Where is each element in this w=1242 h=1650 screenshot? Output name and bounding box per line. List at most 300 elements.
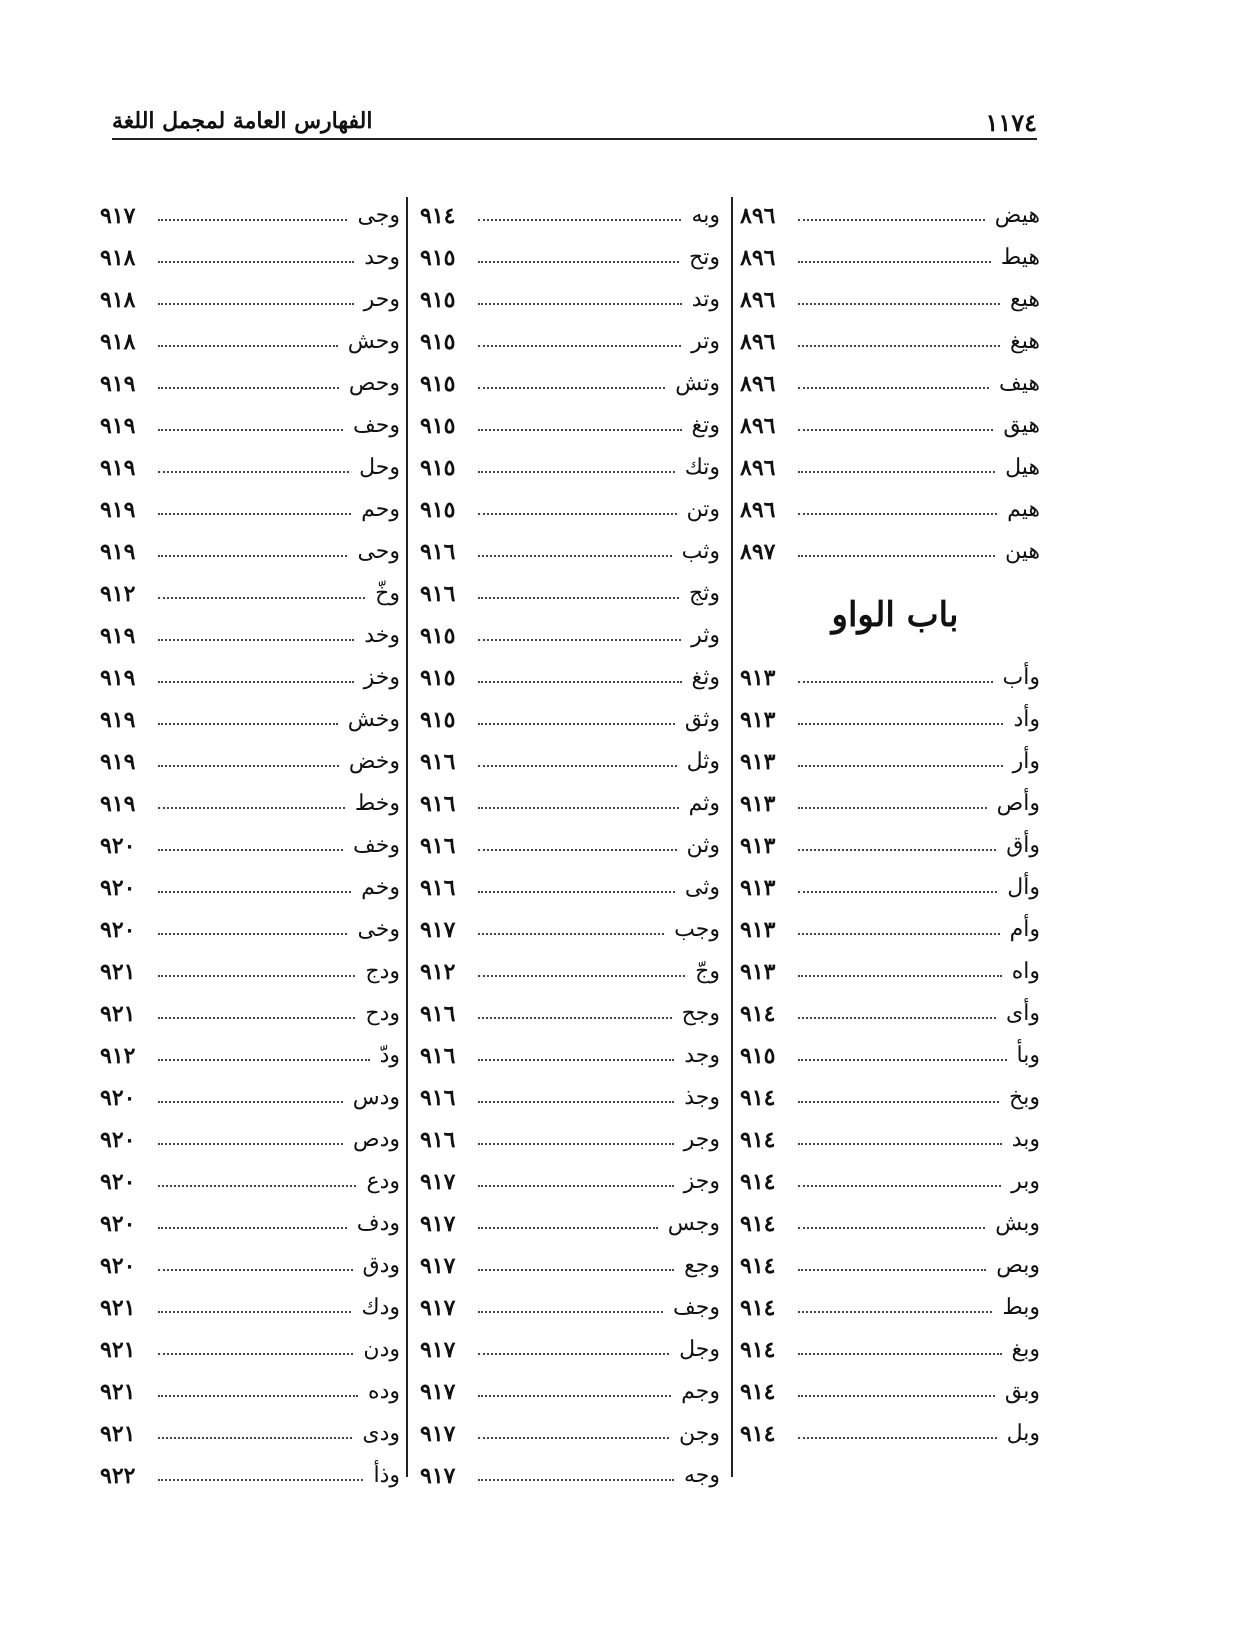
entry-page-number: ٩١٥ (420, 623, 456, 649)
entry-page-number: ٩٢١ (100, 959, 136, 985)
index-entry (420, 993, 720, 1035)
index-entry (420, 237, 720, 279)
dot-leader (798, 1227, 985, 1229)
entry-word: وأد (1013, 707, 1040, 732)
entry-page-number: ٩١٧ (420, 1337, 456, 1363)
dot-leader (478, 639, 681, 641)
entry-page-number: ٩١٥ (740, 1043, 776, 1069)
entry-page-number: ٩١٦ (420, 581, 456, 607)
entry-word: وجف (673, 1295, 720, 1320)
entry-page-number: ٩١٦ (420, 791, 456, 817)
index-entry (420, 1161, 720, 1203)
entry-word: وتك (684, 455, 720, 480)
entry-page-number: ٩٢١ (100, 1379, 136, 1405)
index-entry (740, 783, 1040, 825)
entry-page-number: ٩١٢ (100, 1043, 136, 1069)
index-entry (100, 573, 400, 615)
entry-word: وجر (683, 1127, 720, 1152)
dot-leader (158, 387, 339, 389)
entry-page-number: ٩١٤ (740, 1379, 776, 1405)
entry-page-number: ٩١٧ (420, 1379, 456, 1405)
entry-word: وتن (686, 497, 720, 522)
dot-leader (158, 345, 338, 347)
dot-leader (478, 1353, 669, 1355)
dot-leader (478, 471, 675, 473)
entry-word: وثم (688, 791, 720, 816)
entry-page-number: ٩١٧ (420, 1421, 456, 1447)
dot-leader (798, 765, 1003, 767)
dot-leader (798, 429, 993, 431)
entry-word: وحص (348, 371, 400, 396)
index-entry (420, 909, 720, 951)
entry-word: وجم (681, 1379, 720, 1404)
dot-leader (478, 933, 664, 935)
entry-word: وجّ (695, 959, 720, 984)
index-entry (420, 405, 720, 447)
entry-word: وأق (1006, 833, 1040, 858)
entry-word: وحف (353, 413, 400, 438)
entry-word: ودص (352, 1127, 400, 1152)
dot-leader (478, 555, 672, 557)
entry-word: هيغ (1010, 329, 1040, 354)
dot-leader (798, 1059, 1007, 1061)
index-entry (740, 993, 1040, 1035)
entry-word: وتش (675, 371, 720, 396)
entry-page-number: ٩١٥ (420, 665, 456, 691)
entry-page-number: ٩١٩ (100, 749, 136, 775)
index-entry (100, 615, 400, 657)
index-entry (100, 1413, 400, 1455)
dot-leader (798, 1185, 1001, 1187)
entry-word: وبر (1011, 1169, 1040, 1194)
entry-page-number: ٩١٩ (100, 455, 136, 481)
entry-word: ودح (365, 1001, 400, 1026)
entry-word: وجز (683, 1169, 720, 1194)
index-entry (420, 1119, 720, 1161)
entry-page-number: ٩٢١ (100, 1337, 136, 1363)
index-entry (420, 657, 720, 699)
entry-word: وبص (996, 1253, 1040, 1278)
entry-word: وجد (684, 1043, 720, 1068)
entry-word: هيط (1000, 245, 1040, 270)
dot-leader (478, 429, 682, 431)
entry-page-number: ٩٢٠ (100, 1169, 136, 1195)
index-entry (420, 951, 720, 993)
entry-word: وتح (689, 245, 720, 270)
index-entry (100, 237, 400, 279)
index-entry (420, 615, 720, 657)
entry-word: وحش (347, 329, 400, 354)
index-entry (420, 1287, 720, 1329)
dot-leader (798, 723, 1003, 725)
dot-leader (478, 681, 682, 683)
entry-word: هين (1005, 539, 1040, 564)
dot-leader (478, 261, 679, 263)
entry-word: وأص (996, 791, 1040, 816)
entry-word: وخش (347, 707, 400, 732)
entry-page-number: ٩١٣ (740, 749, 776, 775)
index-entry (100, 405, 400, 447)
index-entry (740, 447, 1040, 489)
entry-word: ودّ (379, 1043, 400, 1068)
dot-leader (798, 387, 989, 389)
index-entry (100, 825, 400, 867)
dot-leader (798, 891, 997, 893)
dot-leader (798, 303, 1000, 305)
entry-page-number: ٩١٤ (740, 1421, 776, 1447)
index-entry (420, 825, 720, 867)
index-entry (100, 1035, 400, 1077)
dot-leader (158, 723, 338, 725)
index-entry (420, 1329, 720, 1371)
dot-leader (478, 597, 679, 599)
entry-word: وخز (363, 665, 400, 690)
dot-leader (158, 1227, 347, 1229)
dot-leader (478, 765, 677, 767)
index-entry (420, 1413, 720, 1455)
entry-word: وحى (357, 539, 400, 564)
index-entry (420, 1077, 720, 1119)
index-entry (740, 489, 1040, 531)
entry-word: وتر (691, 329, 720, 354)
entry-list (740, 657, 1040, 1455)
dot-leader (798, 555, 995, 557)
entry-page-number: ٩١٥ (420, 413, 456, 439)
entry-page-number: ٩١٢ (420, 959, 456, 985)
index-entry (100, 1245, 400, 1287)
index-column-left (100, 195, 400, 1497)
entry-page-number: ٨٩٦ (740, 371, 776, 397)
entry-page-number: ٩١٩ (100, 665, 136, 691)
index-entry (740, 195, 1040, 237)
index-entry (420, 1203, 720, 1245)
entry-page-number: ٩١٦ (420, 1043, 456, 1069)
entry-word: هيض (994, 203, 1040, 228)
dot-leader (798, 849, 996, 851)
index-entry (740, 1035, 1040, 1077)
entry-page-number: ٩١٤ (740, 1127, 776, 1153)
index-entry (100, 1455, 400, 1497)
entry-page-number: ٩١٣ (740, 833, 776, 859)
entry-word: وبأ (1016, 1043, 1040, 1068)
dot-leader (158, 555, 347, 557)
index-entry (100, 279, 400, 321)
dot-leader (158, 219, 347, 221)
entry-word: وأى (1006, 1001, 1040, 1026)
entry-page-number: ٩٢٠ (100, 833, 136, 859)
entry-page-number: ٩١٧ (420, 1169, 456, 1195)
dot-leader (798, 681, 993, 683)
dot-leader (158, 849, 343, 851)
dot-leader (798, 1311, 992, 1313)
entry-word: وبط (1002, 1295, 1040, 1320)
dot-leader (158, 1269, 353, 1271)
index-entry (100, 783, 400, 825)
index-entry (740, 237, 1040, 279)
dot-leader (158, 597, 365, 599)
entry-page-number: ٩١٦ (420, 1127, 456, 1153)
dot-leader (798, 513, 997, 515)
entry-word: وبخ (1009, 1085, 1040, 1110)
entry-word: وخد (364, 623, 400, 648)
dot-leader (158, 891, 351, 893)
entry-page-number: ٩١٤ (740, 1001, 776, 1027)
entry-word: وثل (686, 749, 720, 774)
index-entry (420, 321, 720, 363)
entry-list (740, 195, 1040, 573)
entry-word: وجح (681, 1001, 720, 1026)
entry-page-number: ٩١٦ (420, 1085, 456, 1111)
dot-leader (798, 1269, 986, 1271)
dot-leader (478, 723, 675, 725)
page-header (112, 108, 1037, 140)
index-entry (420, 573, 720, 615)
dot-leader (158, 471, 349, 473)
dot-leader (158, 639, 354, 641)
entry-page-number: ٩٢٢ (100, 1463, 136, 1489)
index-entry (100, 1161, 400, 1203)
dot-leader (798, 1395, 995, 1397)
dot-leader (478, 219, 681, 221)
index-entry (100, 993, 400, 1035)
dot-leader (158, 681, 354, 683)
index-entry (420, 867, 720, 909)
dot-leader (158, 975, 355, 977)
dot-leader (478, 807, 679, 809)
dot-leader (478, 1101, 674, 1103)
entry-page-number: ٩٢٠ (100, 1127, 136, 1153)
entry-page-number: ٩١٣ (740, 791, 776, 817)
entry-word: هيم (1007, 497, 1040, 522)
index-entry (420, 783, 720, 825)
dot-leader (158, 765, 339, 767)
dot-leader (158, 1143, 343, 1145)
dot-leader (478, 1227, 658, 1229)
entry-word: وحل (359, 455, 400, 480)
entry-word: وخّ (375, 581, 400, 606)
entry-word: وده (368, 1379, 400, 1404)
entry-word: وخف (353, 833, 400, 858)
index-entry (740, 1329, 1040, 1371)
index-entry (420, 741, 720, 783)
dot-leader (158, 1017, 355, 1019)
index-entry (740, 1287, 1040, 1329)
entry-word: وثر (691, 623, 720, 648)
entry-page-number: ٩١٧ (100, 203, 136, 229)
index-entry (420, 363, 720, 405)
entry-page-number: ٩١٥ (420, 371, 456, 397)
index-entry (100, 657, 400, 699)
entry-page-number: ٩١٤ (740, 1337, 776, 1363)
dot-leader (798, 1101, 999, 1103)
index-entry (100, 531, 400, 573)
entry-page-number: ٩١٦ (420, 1001, 456, 1027)
entry-page-number: ٩١٨ (100, 287, 136, 313)
index-entry (740, 657, 1040, 699)
entry-word: وبغ (1011, 1337, 1040, 1362)
dot-leader (478, 891, 675, 893)
index-entry (100, 1329, 400, 1371)
entry-word: هيع (1010, 287, 1040, 312)
index-entry (420, 531, 720, 573)
index-entry (740, 741, 1040, 783)
entry-word: هيل (1005, 455, 1040, 480)
index-entry (100, 363, 400, 405)
entry-page-number: ٩١٩ (100, 371, 136, 397)
entry-word: وجى (357, 203, 400, 228)
column-divider (731, 197, 733, 1477)
entry-word: ودق (362, 1253, 400, 1278)
dot-leader (798, 933, 1000, 935)
entry-word: وجس (667, 1211, 720, 1236)
index-entry (100, 951, 400, 993)
entry-page-number: ٨٩٦ (740, 329, 776, 355)
entry-word: ودس (352, 1085, 400, 1110)
entry-page-number: ٨٩٦ (740, 497, 776, 523)
index-entry (100, 909, 400, 951)
entry-page-number: ٩١٥ (420, 455, 456, 481)
index-entry (100, 699, 400, 741)
entry-word: وجع (684, 1253, 720, 1278)
dot-leader (478, 1395, 671, 1397)
entry-word: ودك (361, 1295, 400, 1320)
dot-leader (478, 849, 677, 851)
index-entry (740, 405, 1040, 447)
dot-leader (798, 261, 991, 263)
entry-word: وخض (348, 749, 400, 774)
index-entry (740, 909, 1040, 951)
dot-leader (478, 345, 681, 347)
index-entry (740, 1413, 1040, 1455)
index-entry (740, 531, 1040, 573)
dot-leader (158, 261, 354, 263)
index-entry (420, 489, 720, 531)
entry-page-number: ٩١٤ (740, 1253, 776, 1279)
entry-page-number: ٨٩٦ (740, 203, 776, 229)
index-entry (420, 447, 720, 489)
index-entry (740, 363, 1040, 405)
entry-page-number: ٩٢٠ (100, 917, 136, 943)
entry-word: وحد (364, 245, 400, 270)
dot-leader (158, 1353, 353, 1355)
index-entry (420, 1245, 720, 1287)
entry-page-number: ٩١٦ (420, 539, 456, 565)
entry-word: وبه (691, 203, 720, 228)
entry-page-number: ٩١٩ (100, 623, 136, 649)
entry-page-number: ٩١٥ (420, 329, 456, 355)
index-entry (100, 1077, 400, 1119)
entry-word: وأم (1009, 917, 1040, 942)
index-entry (420, 279, 720, 321)
entry-page-number: ٩١٥ (420, 707, 456, 733)
entry-page-number: ٩١٥ (420, 497, 456, 523)
entry-word: ودف (356, 1211, 400, 1236)
dot-leader (158, 1479, 363, 1481)
index-entry (100, 447, 400, 489)
entry-word: وجه (683, 1463, 720, 1488)
index-entry (740, 1245, 1040, 1287)
entry-word: وتد (691, 287, 720, 312)
dot-leader (158, 1395, 358, 1397)
entry-page-number: ٨٩٦ (740, 455, 776, 481)
entry-word: وبش (995, 1211, 1040, 1236)
entry-page-number: ٩١٤ (740, 1085, 776, 1111)
entry-page-number: ٩١٧ (420, 1295, 456, 1321)
entry-page-number: ٩١٤ (420, 203, 456, 229)
index-entry (740, 1119, 1040, 1161)
dot-leader (478, 513, 677, 515)
entry-page-number: ٩١٢ (100, 581, 136, 607)
entry-page-number: ٩١٤ (740, 1295, 776, 1321)
index-entry (420, 1455, 720, 1497)
index-entry (100, 867, 400, 909)
dot-leader (798, 975, 1002, 977)
entry-word: وخى (357, 917, 400, 942)
index-entry (100, 489, 400, 531)
entry-word: وثن (686, 833, 720, 858)
entry-word: ودع (366, 1169, 400, 1194)
dot-leader (158, 1185, 356, 1187)
index-entry (740, 279, 1040, 321)
entry-word: وتغ (691, 413, 720, 438)
entry-word: وثغ (691, 665, 720, 690)
entry-word: وبق (1004, 1379, 1040, 1404)
index-entry (420, 1371, 720, 1413)
entry-page-number: ٩١٧ (420, 1253, 456, 1279)
entry-page-number: ٩٢٠ (100, 1253, 136, 1279)
entry-page-number: ٩١٩ (100, 413, 136, 439)
index-entry (100, 1287, 400, 1329)
dot-leader (798, 1437, 997, 1439)
index-entry (740, 699, 1040, 741)
dot-leader (158, 303, 354, 305)
entry-word: وبل (1006, 1421, 1040, 1446)
dot-leader (158, 1101, 343, 1103)
dot-leader (478, 387, 665, 389)
entry-word: وثب (681, 539, 720, 564)
entry-word: وخط (354, 791, 400, 816)
index-entry (740, 1371, 1040, 1413)
entry-page-number: ٩١٩ (100, 791, 136, 817)
entry-list (100, 195, 400, 1497)
entry-page-number: ٨٩٧ (740, 539, 776, 565)
index-entry (740, 825, 1040, 867)
entry-page-number: ٩٢١ (100, 1421, 136, 1447)
entry-word: وثى (684, 875, 720, 900)
entry-word: وأر (1012, 749, 1040, 774)
entry-word: وجل (679, 1337, 720, 1362)
dot-leader (478, 1269, 674, 1271)
dot-leader (478, 1479, 674, 1481)
index-entry (420, 195, 720, 237)
entry-page-number: ٩١٨ (100, 329, 136, 355)
dot-leader (798, 1017, 996, 1019)
entry-page-number: ٩١٧ (420, 1463, 456, 1489)
entry-word: ودج (365, 959, 400, 984)
entry-word: وجن (679, 1421, 720, 1446)
entry-word: وجب (674, 917, 720, 942)
dot-leader (478, 1059, 674, 1061)
index-entry (740, 321, 1040, 363)
entry-word: هيف (998, 371, 1040, 396)
dot-leader (798, 471, 995, 473)
entry-page-number: ٩٢٠ (100, 1211, 136, 1237)
entry-word: وأل (1007, 875, 1040, 900)
index-column-right (740, 195, 1040, 1455)
index-entry (100, 321, 400, 363)
entry-word: وذأ (373, 1463, 400, 1488)
entry-page-number: ٩١٥ (420, 287, 456, 313)
